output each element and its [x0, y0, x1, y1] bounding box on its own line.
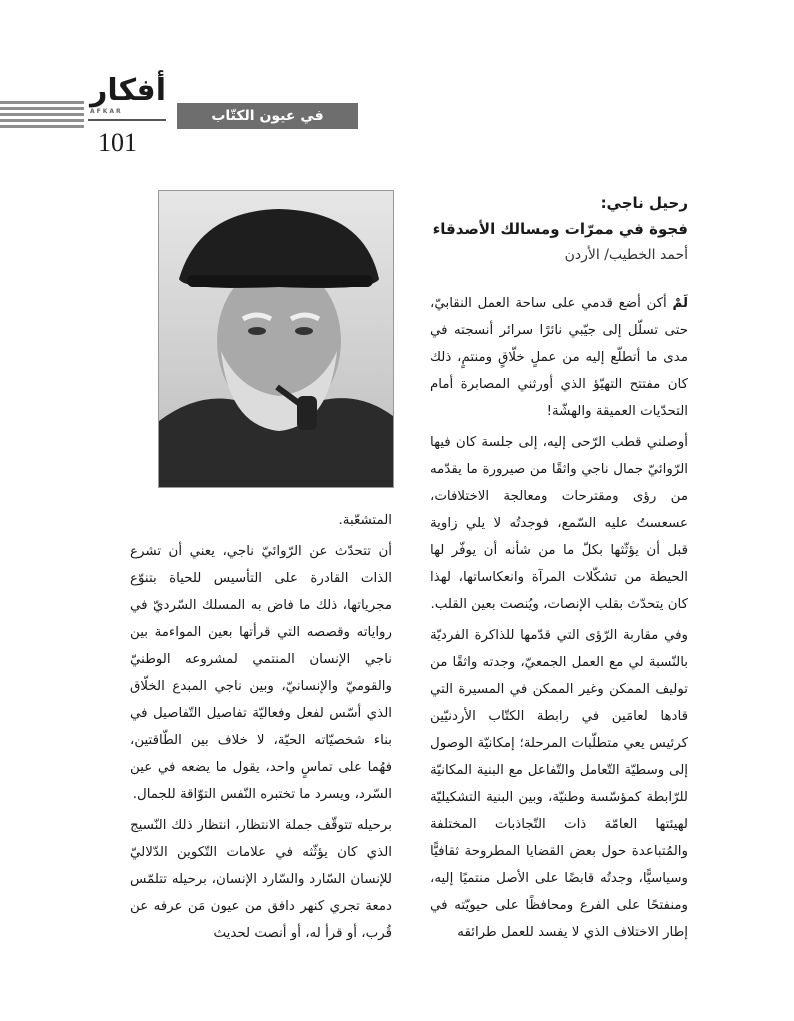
portrait-photo: [158, 190, 394, 488]
article-title-line1: رحيل ناجي:: [600, 194, 688, 212]
portrait-photo-icon: [159, 191, 393, 487]
magazine-logo: أفكار: [90, 73, 166, 108]
section-title-banner: في عيون الكتّاب والمبدعين: [177, 103, 358, 129]
lead-word: لَمْ: [672, 296, 688, 311]
header-stripes-decoration: [0, 101, 84, 131]
paragraph: أن تتحدّث عن الرّوائيّ ناجي، يعني أن تشرع الذات القادرة على التأسيس للحياة بتنوّع مجرياتها، ذلك ما فاض به المسلك السّرديّ في رواياته وقصصه التي قرأتها بعين المواءمة بين ناجي الإنسان المنتمي لمشروعه الوطنيّ والقوميّ والإنسانيّ، وبين ناجي المبدع الخلّاق الذي أسّس لفعل وفعاليّة تفاصيل التّفاصيل في بناء شخصيّاته الحيّة، لا خلاف بين الطّاقتين، فهُما على تماسٍ واحد، يقول ما يضعه في عين السّرد، ويسرد ما تختبره النّفس التوّاقة للجمال.: [130, 544, 392, 802]
paragraph: أوصلني قطب الرّحى إليه، إلى جلسة كان فيها الرّوائيّ جمال ناجي واثقًا من صيرورة ما يقدّمه من رؤى ومقترحات ومعالجة الاختلافات، عسعستُ عليه السّمع، فوجدتُه لا يلي زاوية قبل أن يؤثّثها بكلّ ما من شأنه أن يوفّر لها الحيطة من تشكّلات المرآة وانعكاساتها، لهذا كان يتحدّث بقلب الإنصات، ويُنصت بعين القلب.: [430, 435, 688, 612]
article-title-line2: فجوة في ممرّات ومسالك الأصدقاء: [432, 220, 688, 238]
article-column-right: [430, 290, 688, 950]
paragraph: وفي مقاربة الرّؤى التي قدّمها للذاكرة الفرديّة بالنّسبة لي مع العمل الجمعيّ، وجدته واثقًا من توليف الممكن وغير الممكن في المسيرة التي قادها لعامَين في رابطة الكتّاب الأردنيّين كرئيس يعي متطلّبات المرحلة؛ إمكانيّة الوصول إلى وسطيّة التّعامل والتّفاعل مع البنية المكانيّة للرّابطة كمؤسّسة وطنيّة، وبين البنية التشكيليّة لهيئتها العامّة ذات التّجاذبات المختلفة والمُتباعدة حول بعض القضايا المطروحة ثقافيًّا وسياسيًّا، وجدتُه قابضًا على الأصل منتميًا إليه، ومنفتحًا على الفرع ومحافظًا على حيويّته في إطار الاختلاف الذي لا يفسد للعمل طرائقه: [430, 628, 688, 940]
magazine-logo-latin: AFKAR: [90, 108, 123, 115]
paragraph: المتشعّبة.: [338, 513, 392, 528]
article-heading: [430, 190, 688, 268]
page-number: 101: [98, 128, 137, 157]
paragraph: [430, 290, 688, 425]
article-author: أحمد الخطيب/ الأردن: [564, 247, 688, 263]
logo-underline: [88, 119, 166, 121]
paragraph-text: أكن أضع قدمي على ساحة العمل النقابيّ، حتى تسلّل إلى جيّبي نائرًا سرائر أنسجته في مدى ما أتطلّع إليه من عملٍ خلّاقٍ ومنتمٍ، ذلك كان مفتتح التهيّؤ الذي أورثني المصابرة أمام التحدّيات العميقة والهشّة!: [430, 296, 688, 419]
article-column-left: [130, 507, 392, 951]
paragraph: برحيله تتوقّف جملة الانتظار، انتظار ذلك النّسيج الذي كان يؤثّثه في علامات التّكوين الدّلاليّ للإنسان السّارد والسّارد الإنسان، برحيله تتلمّس دمعة تجري كنهر دافق من عيون مَن عرفه عن قُرب، أو قرأ له، أو أنصت لحديث: [130, 818, 392, 941]
